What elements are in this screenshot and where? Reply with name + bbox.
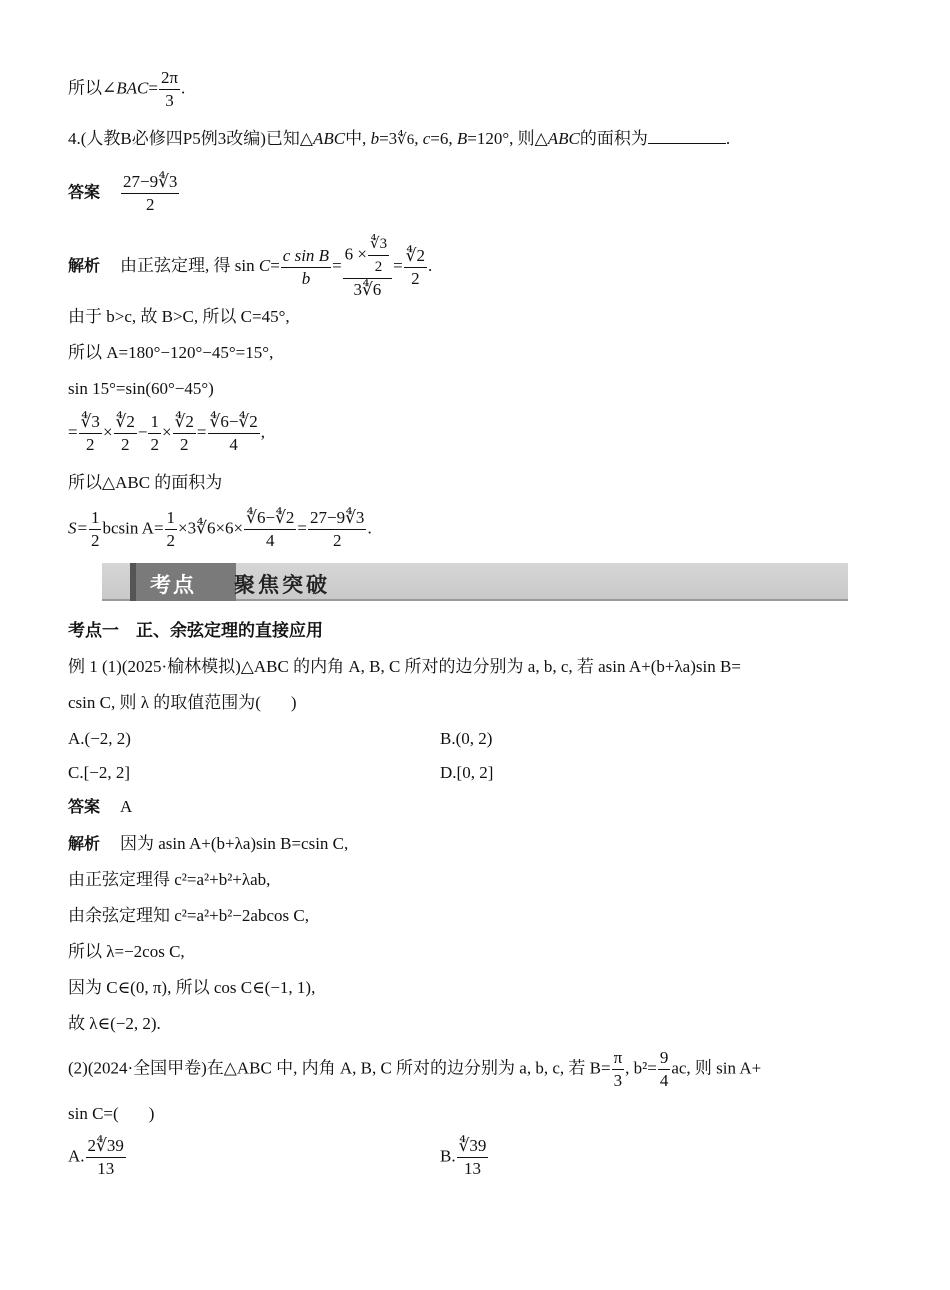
equals: = (270, 255, 280, 275)
num: ∜6−∜2 (244, 508, 296, 530)
option-d: D.[0, 2] (440, 763, 494, 782)
num: 2∜39 (86, 1136, 126, 1158)
frac (208, 412, 260, 455)
q4-text-b: 中, (345, 129, 371, 148)
text: ×3∜6×6× (178, 518, 244, 538)
num-part: 6 × (344, 244, 368, 264)
times: × (102, 422, 113, 442)
explanation-1-line2: 由正弦定理得 c²=a²+b²+λab, (68, 870, 271, 889)
num: π (612, 1048, 625, 1070)
equals: = (393, 255, 403, 275)
equals: = (68, 422, 78, 442)
section-heading: 考点一 正、余弦定理的直接应用 (68, 621, 323, 641)
text: ac, 则 sin A+ (671, 1058, 762, 1078)
text: , b²= (625, 1058, 657, 1078)
denominator: 3 (165, 91, 174, 110)
numerator: 27−9∜3 (121, 172, 179, 194)
times: × (161, 422, 172, 442)
close-paren: ) (290, 693, 297, 712)
answer-fraction (121, 172, 179, 215)
den: 4 (266, 531, 275, 550)
equals: = (148, 78, 158, 98)
q4-period: . (725, 129, 731, 148)
frac (86, 1136, 126, 1179)
q4-radical: ∜6 (397, 132, 415, 148)
answer-4 (68, 172, 180, 215)
numerator: ∜2 (404, 246, 427, 268)
frac-pi-3 (612, 1048, 625, 1091)
den: 13 (97, 1159, 115, 1178)
den: 13 (464, 1159, 482, 1178)
banner-tag: 考点 (150, 573, 196, 597)
option-c: C.[−2, 2] (68, 763, 130, 782)
answer-label: 答案 (68, 182, 101, 202)
den: 4 (659, 1071, 669, 1090)
section-banner (102, 563, 848, 601)
frac (457, 1136, 489, 1179)
q4-text-a: 4.(人教B必修四P5例3改编)已知△ (68, 129, 313, 148)
close-paren: ) (148, 1104, 155, 1123)
den: 2 (179, 435, 189, 454)
den: 3 (613, 1071, 623, 1090)
equals: = (297, 518, 308, 538)
exp4-text: 由正弦定理, 得 sin (120, 255, 259, 275)
frac (114, 412, 137, 455)
num: ∜2 (114, 412, 137, 434)
frac (244, 508, 296, 551)
comma: , (260, 422, 266, 442)
frac (165, 508, 178, 551)
num: 9 (658, 1048, 671, 1070)
frac (148, 412, 161, 455)
option-2b (440, 1136, 489, 1179)
label: B. (440, 1146, 456, 1166)
line-sin15: sin 15°=sin(60°−45°) (68, 379, 214, 398)
den: 2 (86, 435, 95, 454)
denominator: 2 (411, 268, 420, 288)
question-4 (68, 128, 730, 151)
text: sin C=( (68, 1104, 119, 1123)
explanation-4 (68, 234, 432, 300)
option-b: B.(0, 2) (440, 729, 493, 748)
text: bcsin A= (102, 518, 164, 538)
numerator: 2π (159, 68, 180, 90)
answer-value: A (120, 797, 133, 816)
q4-text-g: 的面积为 (579, 129, 648, 148)
den: 2 (166, 531, 176, 550)
var-C: C (258, 255, 271, 275)
example-1-line2 (68, 692, 297, 714)
num: ∜2 (173, 412, 196, 434)
q4-abc: ABC (312, 129, 346, 148)
equals: = (196, 422, 207, 442)
period: . (181, 78, 186, 98)
example-1-part2-line2 (68, 1103, 154, 1125)
num: 1 (165, 508, 178, 530)
period: . (367, 518, 372, 538)
den: 2 (150, 435, 159, 454)
fraction (159, 68, 180, 111)
minus: − (137, 422, 148, 442)
fraction-csinb-b (281, 246, 331, 289)
num: ∜6−∜2 (208, 412, 260, 434)
num: ∜39 (457, 1136, 489, 1158)
line-angle-a: 所以 A=180°−120°−45°=15°, (68, 343, 274, 362)
line-angle-bac (68, 68, 185, 111)
explanation-1-line4: 所以 λ=−2cos C, (68, 942, 185, 961)
frac-9-4 (658, 1048, 671, 1091)
text: csin C, 则 λ 的取值范围为( (68, 693, 261, 712)
num: 1 (148, 412, 161, 434)
numerator: c sin B (281, 246, 331, 268)
answer-blank (648, 129, 726, 144)
den: 4 (229, 435, 238, 454)
frac (89, 508, 102, 551)
text: (2)(2024·全国甲卷)在△ABC 中, 内角 A, B, C 所对的边分别为 a, b, c, 若 B= (68, 1058, 611, 1078)
q4-text-e: =6, (430, 129, 457, 148)
explanation-1-line1 (68, 833, 348, 855)
den: 2 (120, 435, 130, 454)
q4-var-b: b (370, 129, 380, 148)
frac (173, 412, 196, 455)
denominator: 2 (145, 195, 155, 214)
explanation-1-line6: 故 λ∈(−2, 2). (68, 1014, 161, 1033)
q4-text-d: , (414, 129, 423, 148)
inner-num: ∜3 (368, 234, 389, 256)
option-2a (68, 1136, 127, 1179)
q4-text-f: =120°, 则△ (467, 129, 548, 148)
example-1-line1: 例 1 (1)(2025·榆林模拟)△ABC 的内角 A, B, C 所对的边分别为 a, b, c, 若 asin A+(b+λa)sin B= (68, 657, 741, 676)
num: 1 (89, 508, 102, 530)
example-1-part2-line1 (68, 1048, 761, 1091)
fraction-result (404, 246, 427, 289)
explanation-label: 解析 (68, 834, 101, 853)
q4-var-B: B (456, 129, 468, 148)
q4-text-c: =3 (379, 129, 398, 148)
inner-fraction (368, 234, 389, 277)
num: ∜3 (79, 412, 102, 434)
var-bac: BAC (116, 78, 149, 98)
line-area-intro: 所以△ABC 的面积为 (68, 473, 223, 492)
denominator: 3∜6 (353, 280, 382, 299)
inner-den: 2 (374, 259, 383, 275)
frac (308, 508, 366, 551)
line-sin-expansion (68, 412, 265, 455)
period: . (428, 255, 433, 275)
text: 所以∠ (68, 78, 117, 98)
answer-1 (68, 796, 132, 818)
answer-label: 答案 (68, 797, 101, 816)
banner-title: 聚焦突破 (234, 573, 330, 597)
q4-var-c: c (422, 129, 431, 148)
denominator: b (301, 268, 311, 288)
num: 27−9∜3 (308, 508, 366, 530)
explanation-label: 解析 (68, 255, 101, 275)
den: 2 (90, 531, 100, 550)
explanation-1-line3: 由余弦定理知 c²=a²+b²−2abcos C, (68, 906, 309, 925)
q4-abc-2: ABC (547, 129, 580, 148)
option-a: A.(−2, 2) (68, 729, 131, 748)
text: 因为 asin A+(b+λa)sin B=csin C, (120, 834, 349, 853)
line-b-gt-c: 由于 b>c, 故 B>C, 所以 C=45°, (68, 307, 290, 326)
numerator (343, 234, 392, 279)
frac (79, 412, 102, 455)
explanation-1-line5: 因为 C∈(0, π), 所以 cos C∈(−1, 1), (68, 978, 316, 997)
den: 2 (332, 531, 342, 550)
label: A. (68, 1146, 85, 1166)
var-S: S= (68, 518, 88, 538)
fraction-complex (343, 234, 392, 300)
equals: = (332, 255, 342, 275)
line-area-formula (68, 508, 372, 551)
